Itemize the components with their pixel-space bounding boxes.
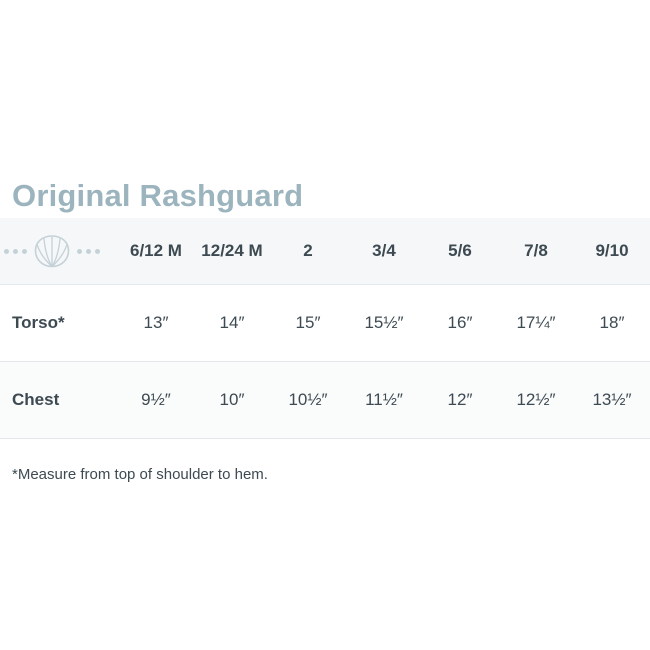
column-header-size-1: 6/12 M bbox=[118, 218, 194, 285]
shell-logo-cell bbox=[0, 218, 118, 285]
column-header-size-3: 2 bbox=[270, 218, 346, 285]
cell-torso-3: 15½″ bbox=[346, 285, 422, 362]
dot-decoration-right bbox=[77, 249, 100, 254]
table-row bbox=[0, 285, 650, 362]
column-header-size-5: 5/6 bbox=[422, 218, 498, 285]
shell-icon bbox=[33, 234, 71, 268]
column-header-size-2: 12/24 M bbox=[194, 218, 270, 285]
cell-chest-5: 12½″ bbox=[498, 362, 574, 439]
cell-chest-0: 9½″ bbox=[118, 362, 194, 439]
table-header bbox=[0, 218, 650, 285]
measurement-footnote: *Measure from top of shoulder to hem. bbox=[12, 466, 268, 483]
row-label-torso: Torso* bbox=[0, 285, 118, 362]
column-header-size-4: 3/4 bbox=[346, 218, 422, 285]
cell-chest-4: 12″ bbox=[422, 362, 498, 439]
cell-torso-5: 17¼″ bbox=[498, 285, 574, 362]
size-chart-table bbox=[0, 218, 650, 439]
cell-torso-2: 15″ bbox=[270, 285, 346, 362]
cell-torso-4: 16″ bbox=[422, 285, 498, 362]
table-row bbox=[0, 362, 650, 439]
cell-torso-1: 14″ bbox=[194, 285, 270, 362]
column-header-size-7: 9/10 bbox=[574, 218, 650, 285]
cell-chest-1: 10″ bbox=[194, 362, 270, 439]
cell-chest-2: 10½″ bbox=[270, 362, 346, 439]
table-body bbox=[0, 285, 650, 439]
table-header-row bbox=[0, 218, 650, 285]
column-header-size-6: 7/8 bbox=[498, 218, 574, 285]
cell-torso-0: 13″ bbox=[118, 285, 194, 362]
cell-chest-6: 13½″ bbox=[574, 362, 650, 439]
cell-chest-3: 11½″ bbox=[346, 362, 422, 439]
row-label-chest: Chest bbox=[0, 362, 118, 439]
cell-torso-6: 18″ bbox=[574, 285, 650, 362]
size-chart-table-container bbox=[0, 218, 650, 439]
dot-decoration-left bbox=[4, 249, 27, 254]
page-title: Original Rashguard bbox=[12, 177, 304, 213]
